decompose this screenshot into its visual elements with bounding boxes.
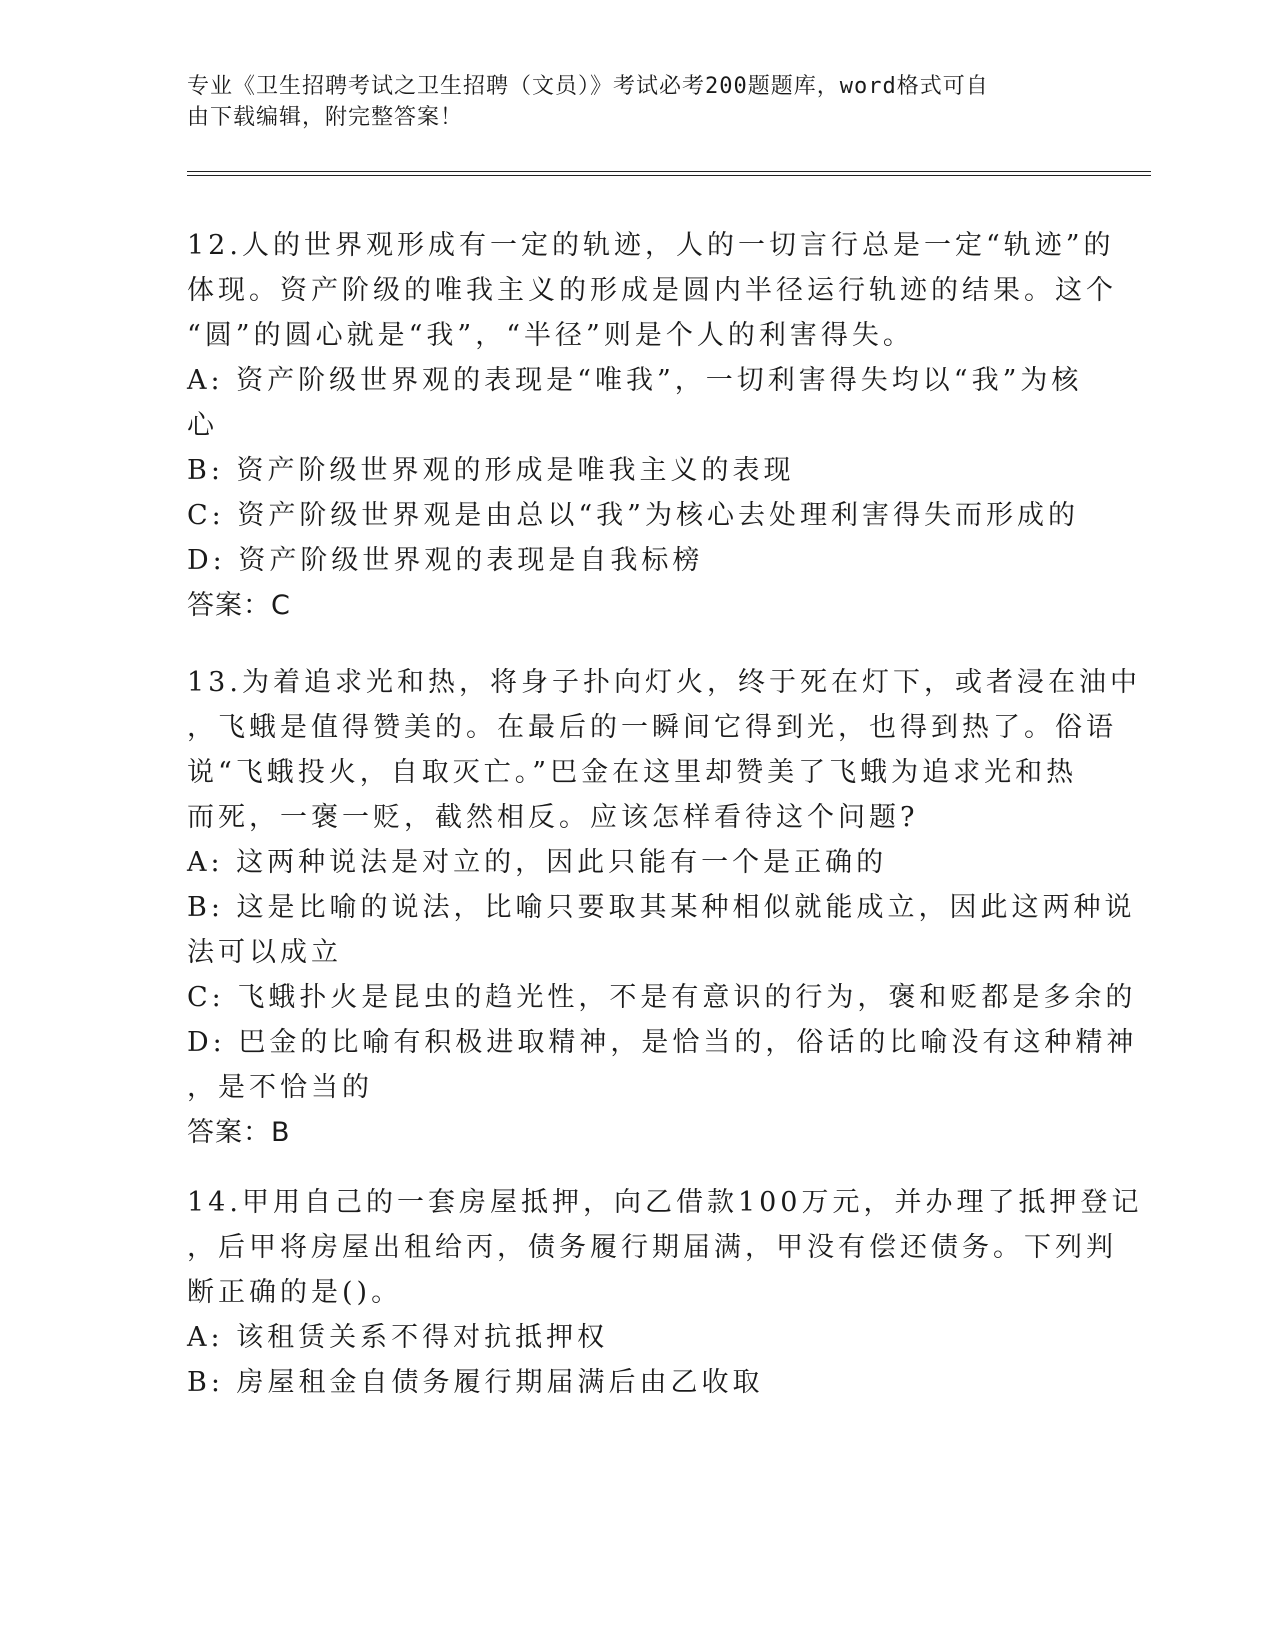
- option-b: B: 资产阶级世界观的形成是唯我主义的表现: [187, 455, 795, 486]
- answer-label: 答案：C: [187, 590, 291, 621]
- question-text-line: 14.甲用自己的一套房屋抵押，向乙借款100万元，并办理了抵押登记: [187, 1187, 1143, 1218]
- option-a-continued: 心: [187, 410, 218, 441]
- question-text-line: 说“飞蛾投火，自取灭亡。”巴金在这里却赞美了飞蛾为追求光和热: [187, 757, 1078, 788]
- question-text-line: 12.人的世界观形成有一定的轨迹，人的一切言行总是一定“轨迹”的: [187, 230, 1115, 261]
- option-c: C: 飞蛾扑火是昆虫的趋光性，不是有意识的行为，褒和贬都是多余的: [187, 982, 1137, 1013]
- option-d: D: 资产阶级世界观的表现是自我标榜: [187, 545, 704, 576]
- option-b: B: 这是比喻的说法，比喻只要取其某种相似就能成立，因此这两种说: [187, 892, 1136, 923]
- option-a: A: 这两种说法是对立的，因此只能有一个是正确的: [187, 847, 888, 878]
- header-rule-bottom: [187, 175, 1151, 176]
- question-text-line: ，飞蛾是值得赞美的。在最后的一瞬间它得到光，也得到热了。俗语: [187, 712, 1117, 743]
- question-text-line: 断正确的是()。: [187, 1277, 403, 1308]
- question-text-line: 13.为着追求光和热，将身子扑向灯火，终于死在灯下，或者浸在油中: [187, 667, 1141, 698]
- question-text-line: 而死，一褒一贬，截然相反。应该怎样看待这个问题?: [187, 802, 919, 833]
- option-b: B: 房屋租金自债务履行期届满后由乙收取: [187, 1367, 764, 1398]
- header-title-line-1: 专业《卫生招聘考试之卫生招聘（文员）》考试必考200题题库，word格式可自: [187, 74, 989, 99]
- question-text-line: 体现。资产阶级的唯我主义的形成是圆内半径运行轨迹的结果。这个: [187, 275, 1117, 306]
- option-a: A: 资产阶级世界观的表现是“唯我”，一切利害得失均以“我”为核: [187, 365, 1083, 396]
- question-text-line: ，后甲将房屋出租给丙，债务履行期届满，甲没有偿还债务。下列判: [187, 1232, 1117, 1263]
- question-14: [187, 1180, 1143, 1405]
- option-b-continued: 法可以成立: [187, 937, 342, 968]
- answer-label: 答案：B: [187, 1117, 291, 1148]
- option-a: A: 该租赁关系不得对抗抵押权: [187, 1322, 609, 1353]
- question-13: [187, 660, 1141, 1155]
- option-d: D: 巴金的比喻有积极进取精神，是恰当的，俗话的比喻没有这种精神: [187, 1027, 1138, 1058]
- option-c: C: 资产阶级世界观是由总以“我”为核心去处理利害得失而形成的: [187, 500, 1079, 531]
- option-d-continued: ，是不恰当的: [187, 1072, 373, 1103]
- question-text-line: “圆”的圆心就是“我”，“半径”则是个人的利害得失。: [187, 320, 914, 351]
- header-rule-top: [187, 171, 1151, 172]
- header-title-line-2: 由下载编辑，附完整答案！: [187, 105, 464, 130]
- question-12: [187, 223, 1117, 628]
